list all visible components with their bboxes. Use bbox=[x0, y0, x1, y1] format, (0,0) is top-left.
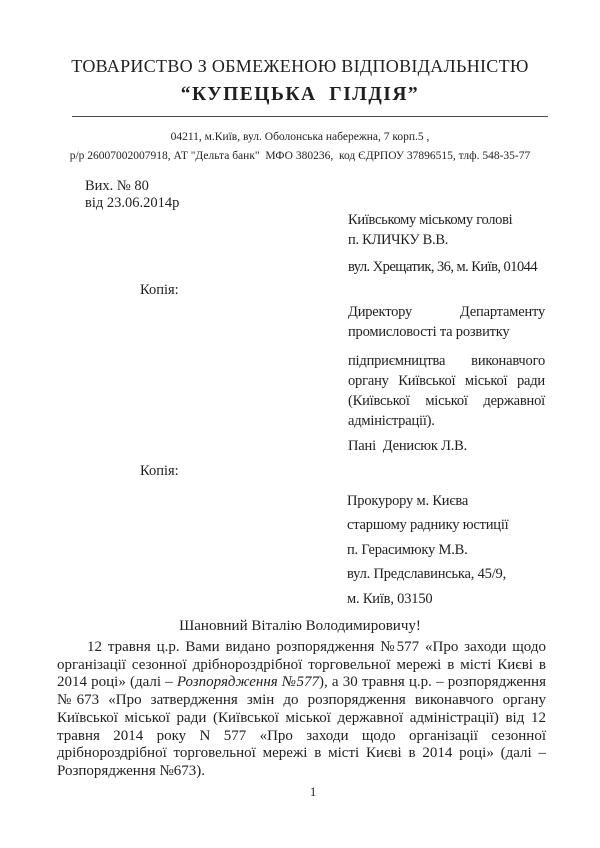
copy2-line: м. Київ, 03150 bbox=[347, 590, 433, 607]
copy1-line: органу Київської міської ради bbox=[348, 373, 545, 389]
copy1-recipient-block bbox=[348, 302, 545, 456]
outgoing-number: Вих. № 80 bbox=[85, 178, 149, 194]
copy2-line: старшому раднику юстиції bbox=[347, 517, 509, 534]
copy2-line: п. Герасимюку М.В. bbox=[347, 541, 468, 558]
addressee-address: вул. Хрещатик, 36, м. Київ, 01044 bbox=[348, 259, 538, 275]
copy2-line: Прокурору м. Києва bbox=[347, 493, 469, 509]
copy1-line: підприємництва виконавчого bbox=[348, 353, 545, 369]
copy1-line: (Київської міської державної bbox=[348, 393, 545, 409]
copy2-recipient-block bbox=[347, 489, 557, 611]
addressee-name: п. КЛИЧКУ В.В. bbox=[348, 231, 449, 248]
company-address: 04211, м.Київ, вул. Оболонська набережна, 7 корп.5 , bbox=[170, 131, 430, 143]
company-type-title: ТОВАРИСТВО З ОБМЕЖЕНОЮ ВІДПОВІДАЛЬНІСТЮ bbox=[71, 56, 529, 76]
body-text-before-italic: 12 травня ц.р. Вами видано розпорядження №577 «Про заходи щодо організації сезонної дрібнороздрібної торговельної мережі в місті Києві в 2014 році» (далі – bbox=[57, 639, 546, 691]
body-text-after-italic: ), а 30 травня ц.р. – розпорядження №673 «Про затвердження змін до розпорядження виконавчого органу Київської міської ради (Київської міської державної адміністрації) від 12 травня 2014 року N 577 «Про заходи щодо організації сезонної дрібнороздрібної торговельної мережі в місті Києві в 2014 році» (далі – Розпорядження №673). bbox=[57, 674, 546, 779]
body-text-italic-reference: Розпорядження №577 bbox=[176, 674, 319, 691]
page-number: 1 bbox=[310, 785, 317, 799]
copy1-line: адміністрації). bbox=[348, 413, 435, 429]
body-paragraph bbox=[57, 639, 546, 781]
company-bank-details: р/р 26007002007918, АТ "Дельта банк" МФО 380236, код ЄДРПОУ 37896515, тлф. 548-35-77 bbox=[69, 150, 531, 162]
company-name-title: “КУПЕЦЬКА ГІЛДІЯ” bbox=[180, 84, 420, 105]
copy-label-2: Копія: bbox=[140, 463, 179, 479]
salutation: Шановний Віталію Володимировичу! bbox=[179, 618, 421, 634]
copy-label-1: Копія: bbox=[140, 282, 179, 298]
copy1-contact-name: Пані Денисюк Л.В. bbox=[348, 438, 468, 454]
copy1-line: промисловості та розвитку bbox=[348, 324, 510, 340]
addressee-position: Київському міському голові bbox=[348, 212, 513, 228]
letterhead-divider bbox=[72, 116, 548, 117]
copy1-line: Директору Департаменту bbox=[348, 304, 545, 320]
outgoing-date: від 23.06.2014р bbox=[85, 195, 180, 211]
reference-block bbox=[85, 178, 179, 212]
addressee-block bbox=[348, 211, 553, 250]
copy2-line: вул. Предславинська, 45/9, bbox=[347, 566, 507, 583]
